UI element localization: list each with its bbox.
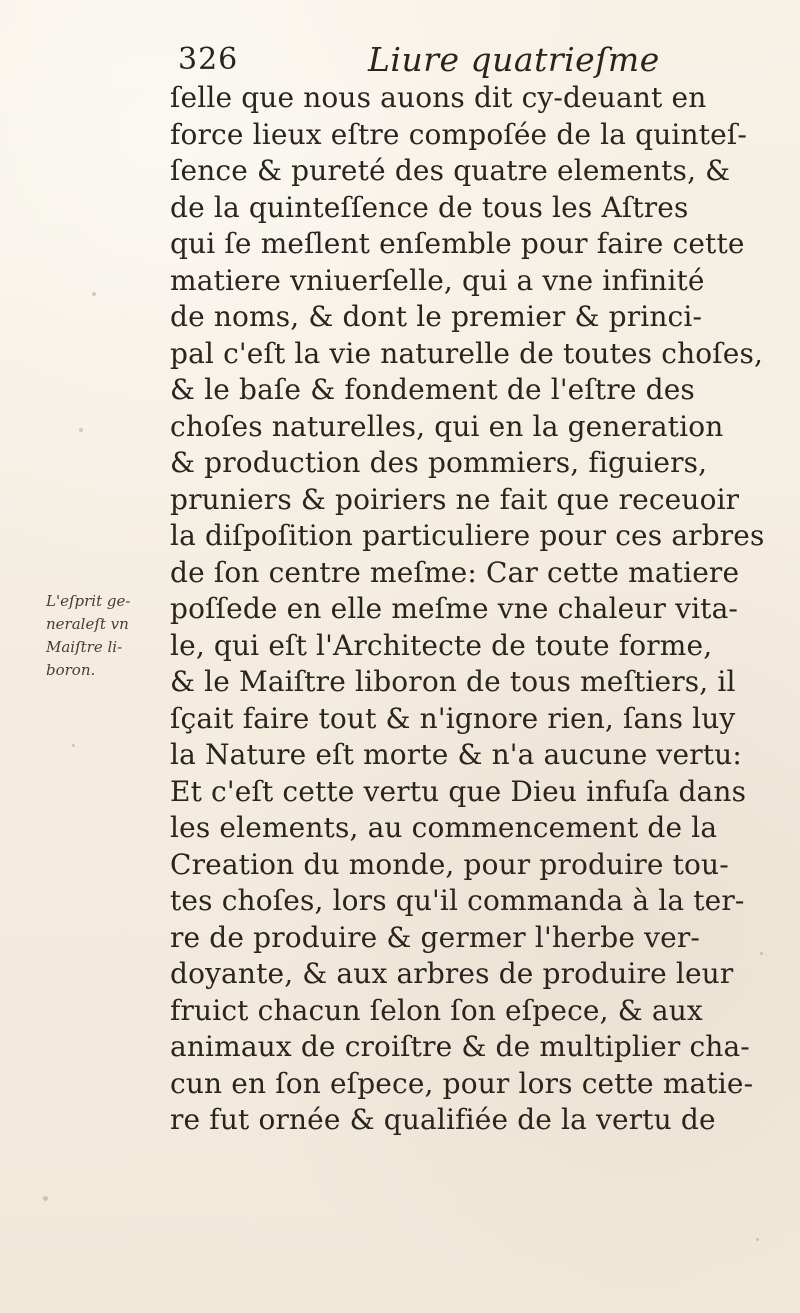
text-line: choſes naturelles, qui en la generation <box>170 409 724 443</box>
paper-speck <box>92 292 96 296</box>
text-line: cun en ſon eſpece, pour lors cette matie- <box>170 1066 754 1100</box>
text-line: la Nature eſt morte & n'a aucune vertu: <box>170 738 742 771</box>
marginal-note-line: boron. <box>46 661 96 679</box>
text-line: pal c'eſt la vie naturelle de toutes choſes, <box>170 336 764 370</box>
text-line: Creation du monde, pour produire tou- <box>170 847 729 881</box>
text-line: re fut ornée & qualifiée de la vertu de <box>170 1103 716 1136</box>
text-line: ſence & pureté des quatre elements, & <box>170 154 731 187</box>
text-line: les elements, au commencement de la <box>170 811 718 844</box>
running-title: Liure quatrieſme <box>368 40 660 79</box>
paper-speck <box>79 428 83 432</box>
text-line: & production des pommiers, figuiers, <box>170 446 708 479</box>
text-line: de ſon centre meſme: Car cette matiere <box>170 555 740 589</box>
text-line: qui ſe meſlent enſemble pour faire cette <box>170 227 745 260</box>
text-line: de noms, & dont le premier & princi- <box>170 300 703 333</box>
page-number: 326 <box>178 42 239 77</box>
text-line: tes choſes, lors qu'il commanda à la ter- <box>170 884 745 917</box>
text-line: & le baſe & fondement de l'eſtre des <box>170 373 695 406</box>
text-line: de la quinteſſence de tous les Aſtres <box>170 190 689 224</box>
text-line: Et c'eſt cette vertu que Dieu infuſa dans <box>170 774 747 808</box>
paper-speck <box>72 744 75 747</box>
paper-speck <box>43 1196 48 1201</box>
text-line: matiere vniuerſelle, qui a vne infinité <box>170 263 705 297</box>
text-line: animaux de croiſtre & de multiplier cha- <box>170 1030 750 1063</box>
marginal-note <box>46 590 156 682</box>
text-line: poſſede en elle meſme vne chaleur vita- <box>170 592 739 625</box>
paper-speck <box>756 1238 759 1241</box>
text-line: & le Maiſtre liboron de tous meſtiers, il <box>170 665 736 698</box>
text-line: fruict chacun ſelon ſon eſpece, & aux <box>170 993 703 1027</box>
text-line: le, qui eſt l'Architecte de toute forme, <box>170 628 713 662</box>
marginal-note-line: neraleſt vn <box>46 615 129 633</box>
text-line: ſelle que nous auons dit cy-deuant en <box>170 81 707 114</box>
text-line: re de produire & germer l'herbe ver- <box>170 920 700 954</box>
marginal-note-line: L'eſprit ge- <box>46 592 131 610</box>
text-line: pruniers & poiriers ne fait que receuoir <box>170 482 740 516</box>
marginal-note-line: Maiſtre li- <box>46 638 123 656</box>
paper-speck <box>760 952 763 955</box>
body-text <box>170 80 770 1139</box>
text-line: la diſpoſition particuliere pour ces arbres <box>170 519 765 552</box>
text-line: force lieux eſtre compoſée de la quinteſ- <box>170 117 747 151</box>
text-line: doyante, & aux arbres de produire leur <box>170 957 734 990</box>
text-line: ſçait faire tout & n'ignore rien, ſans luy <box>170 701 736 735</box>
